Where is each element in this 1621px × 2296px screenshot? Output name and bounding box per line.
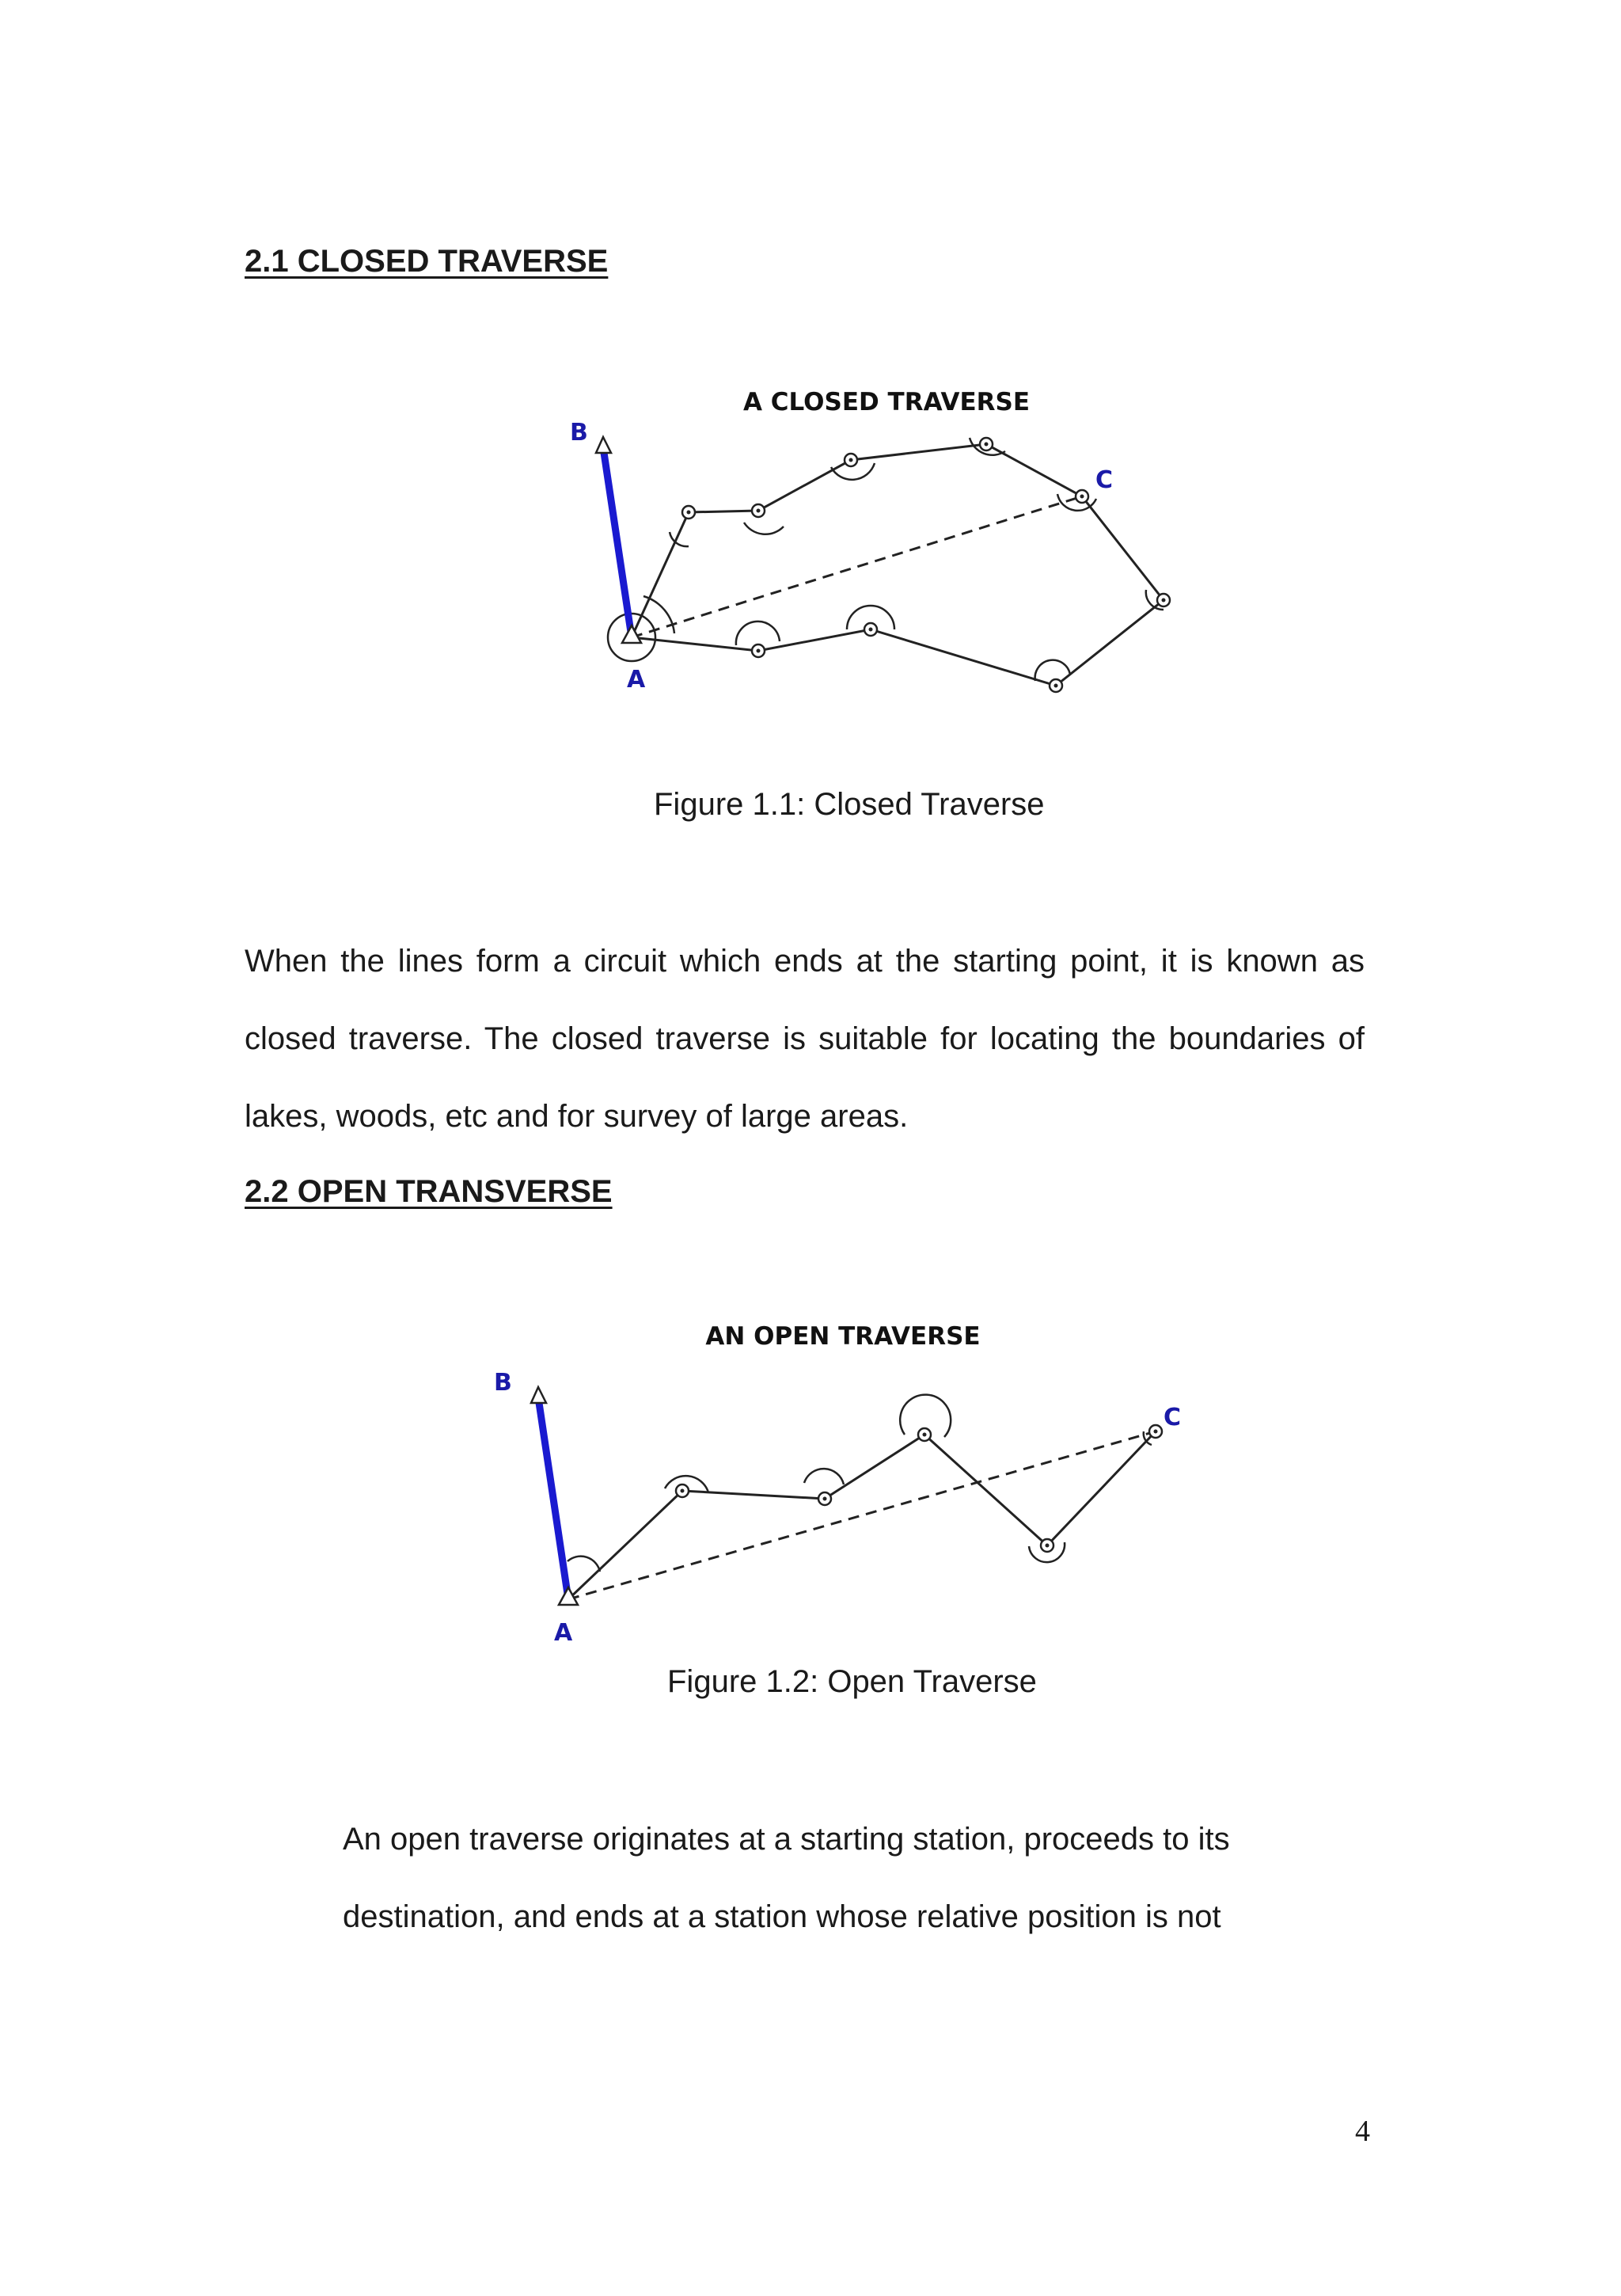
point-label-a: A — [554, 1619, 573, 1647]
paragraph-closed-traverse: When the lines form a circuit which ends at the starting point, it is known as closed traverse. The closed traverse is suitable for locating the boundaries of lakes, woods, etc and for survey of large areas. — [245, 944, 1365, 1134]
paragraph-open-traverse: An open traverse originates at a starting station, proceeds to its destination, and ends at a station whose relative position is not — [343, 1822, 1230, 1934]
diagram-title: A CLOSED TRAVERSE — [742, 388, 1031, 416]
point-label-a: A — [627, 666, 646, 694]
figure-caption-open: Figure 1.2: Open Traverse — [667, 1664, 1037, 1699]
figure-caption-closed: Figure 1.1: Closed Traverse — [654, 787, 1045, 822]
point-label-c: C — [1164, 1404, 1182, 1431]
page-number: 4 — [1355, 2115, 1370, 2148]
diagram-title: AN OPEN TRAVERSE — [705, 1322, 981, 1351]
section-heading-open-traverse: 2.2 OPEN TRANSVERSE — [245, 1174, 613, 1209]
section-heading-closed-traverse: 2.1 CLOSED TRAVERSE — [245, 244, 609, 279]
point-label-b: B — [494, 1369, 512, 1397]
point-label-c: C — [1095, 466, 1114, 494]
point-label-b: B — [570, 419, 588, 447]
